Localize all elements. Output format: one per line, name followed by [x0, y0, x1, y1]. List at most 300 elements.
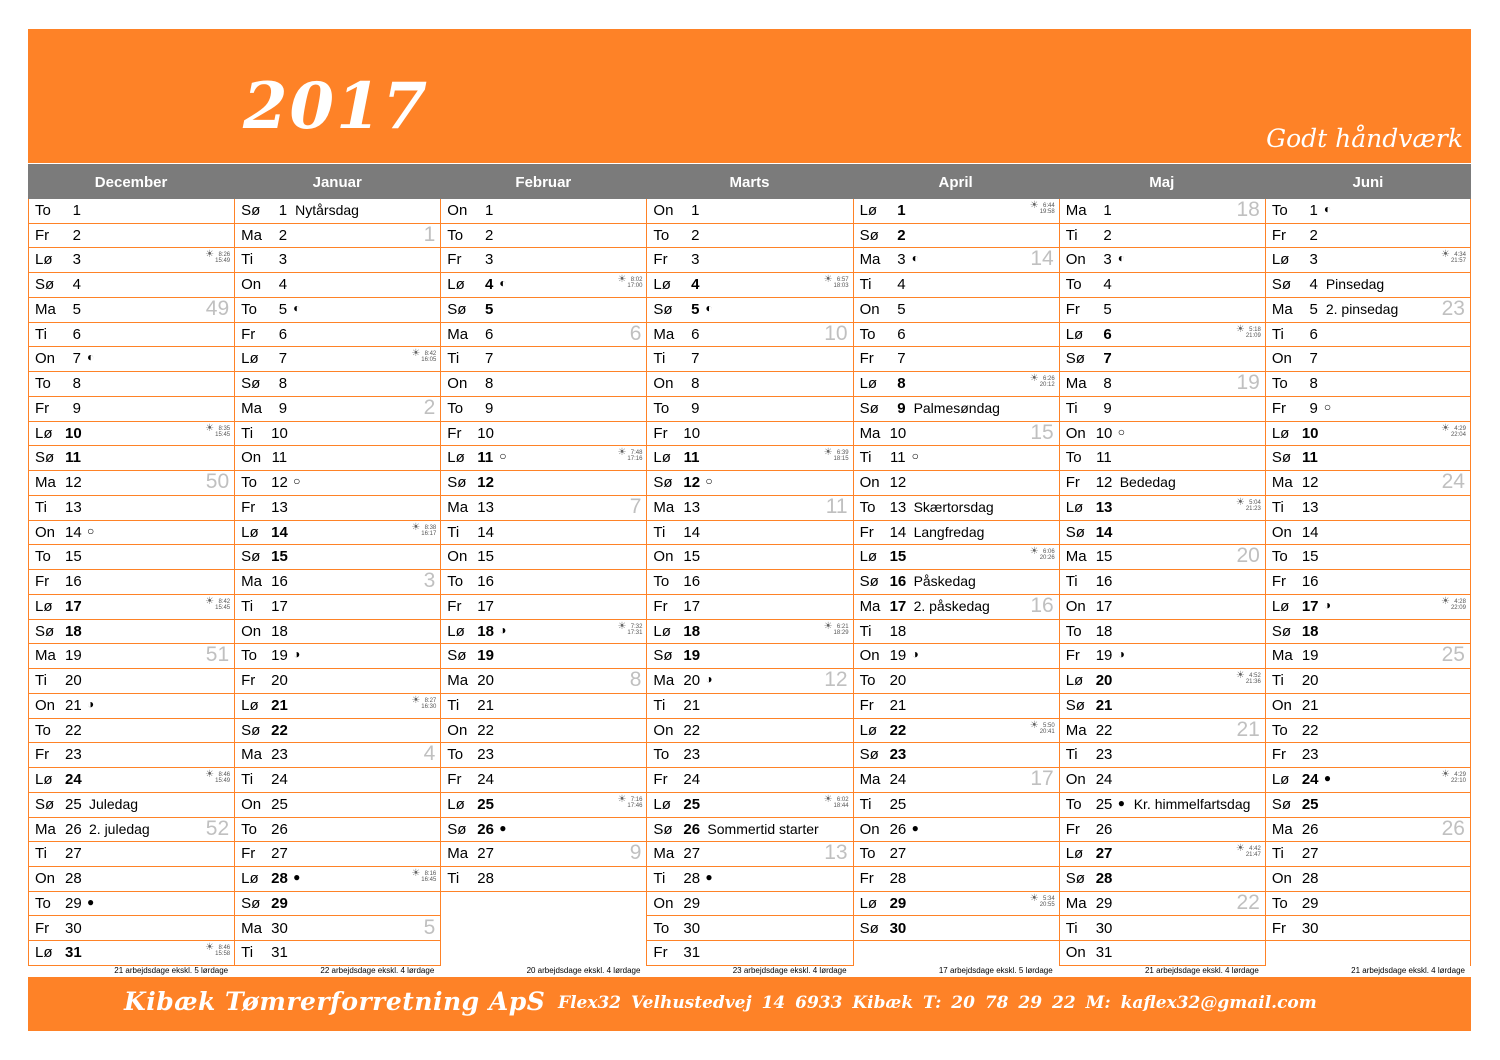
- sunrise-time: 8:42: [218, 598, 231, 605]
- weekday-label: Fr: [1271, 573, 1287, 591]
- day-row: [1266, 620, 1470, 645]
- weekday-label: Sø: [241, 548, 261, 566]
- day-number: 24: [1301, 771, 1319, 789]
- moon-phase-icon: ◑: [1323, 597, 1332, 612]
- weekday-label: To: [35, 202, 51, 219]
- sun-icon: ☀: [205, 595, 215, 607]
- day-row: [441, 471, 646, 496]
- week-number: 52: [205, 816, 230, 840]
- weekday-label: On: [859, 474, 880, 492]
- day-number: 22: [477, 721, 494, 739]
- day-number: 2: [484, 226, 494, 244]
- day-number: 16: [889, 573, 907, 591]
- day-row: [441, 273, 646, 298]
- moon-phase-icon: ○: [1323, 399, 1332, 414]
- workdays-summary: 21 arbejdsdage ekskl. 4 lørdage: [1144, 966, 1259, 975]
- day-number: 11: [271, 449, 288, 467]
- sunset-time: 21:36: [1245, 679, 1261, 686]
- sun-icon: ☀: [205, 249, 215, 261]
- sun-times: [411, 868, 437, 884]
- moon-phase-icon: ●: [1117, 795, 1125, 810]
- weekday-label: Fr: [1271, 226, 1287, 244]
- day-row: [647, 793, 852, 818]
- weekday-label: Ma: [653, 498, 675, 516]
- weekday-label: Sø: [241, 375, 261, 393]
- holiday-label: Pinsedag: [1325, 276, 1385, 293]
- day-number: 3: [691, 251, 700, 269]
- day-row: [1060, 248, 1265, 273]
- day-number: 21: [1095, 696, 1113, 714]
- day-row: [854, 273, 1059, 298]
- day-row: [854, 793, 1059, 818]
- day-number: 18: [477, 622, 494, 640]
- day-row: [235, 867, 440, 892]
- holiday-label: Palmesøndag: [913, 399, 1000, 416]
- weekday-label: Fr: [1271, 399, 1287, 417]
- workdays-summary: 22 arbejdsdage ekskl. 4 lørdage: [320, 966, 435, 975]
- weekday-label: Sø: [35, 449, 55, 467]
- weekday-label: Lø: [1271, 771, 1290, 789]
- weekday-label: Sø: [653, 300, 673, 318]
- weekday-label: On: [447, 548, 468, 566]
- day-row: [29, 842, 234, 867]
- weekday-label: On: [859, 647, 880, 665]
- weekday-label: Lø: [1065, 498, 1084, 516]
- day-row: [1060, 422, 1265, 447]
- sun-times: [1029, 719, 1055, 735]
- day-number: 31: [683, 944, 701, 962]
- day-number: 13: [683, 498, 701, 516]
- weekday-label: To: [1271, 548, 1288, 566]
- sun-times: [1235, 670, 1261, 686]
- moon-phase-icon: ○: [499, 449, 507, 464]
- weekday-label: Sø: [35, 622, 55, 640]
- weekday-label: Lø: [241, 350, 259, 368]
- day-number: 16: [477, 573, 494, 591]
- sun-icon: ☀: [411, 348, 421, 360]
- month-column: [234, 199, 440, 966]
- day-number: 19: [1095, 647, 1113, 665]
- month-column: [28, 199, 234, 966]
- moon-phase-icon: ◑: [293, 647, 301, 662]
- weekday-label: Lø: [859, 375, 878, 393]
- weekday-label: Sø: [859, 399, 879, 417]
- day-number: 26: [889, 820, 907, 838]
- weekday-label: Ti: [1065, 919, 1078, 937]
- sunrise-time: 6:02: [836, 796, 849, 803]
- day-row: [441, 842, 646, 867]
- week-number: 5: [423, 915, 436, 939]
- day-row: [647, 694, 852, 719]
- weekday-label: Sø: [1271, 795, 1292, 813]
- week-number: 2: [423, 395, 436, 419]
- day-number: 27: [271, 845, 288, 863]
- sunset-time: 18:29: [833, 629, 849, 636]
- weekday-label: Ma: [35, 820, 56, 838]
- weekday-label: Lø: [35, 771, 53, 789]
- day-number: 8: [897, 375, 906, 393]
- sunrise-time: 7:16: [630, 796, 643, 803]
- day-number: 14: [889, 523, 907, 541]
- weekday-label: Sø: [653, 474, 673, 492]
- day-row: [1060, 372, 1265, 397]
- day-number: 11: [683, 449, 700, 467]
- weekday-label: Ma: [653, 672, 675, 690]
- day-number: 28: [271, 870, 288, 888]
- day-row: [1266, 595, 1470, 620]
- sun-times: [1441, 595, 1466, 611]
- weekday-label: Lø: [1065, 672, 1084, 690]
- holiday-label: 2. påskedag: [913, 597, 990, 614]
- day-number: 22: [65, 721, 82, 739]
- week-number: 3: [423, 569, 436, 593]
- day-number: 3: [484, 251, 494, 269]
- day-number: 26: [1301, 820, 1319, 838]
- holiday-label: Skærtorsdag: [913, 498, 994, 515]
- weekday-label: Lø: [447, 622, 465, 640]
- day-row: [1266, 471, 1470, 496]
- sunset-time: 16:05: [421, 357, 437, 364]
- day-number: 6: [1103, 325, 1112, 343]
- day-number: 16: [271, 573, 288, 591]
- day-row: [1060, 620, 1265, 645]
- weekday-label: Sø: [859, 919, 879, 937]
- sunrise-time: 5:34: [1043, 895, 1055, 902]
- day-number: 29: [683, 894, 701, 912]
- month-column: [646, 199, 852, 966]
- weekday-label: Sø: [1065, 696, 1085, 714]
- weekday-label: On: [653, 894, 674, 912]
- sunrise-time: 8:35: [218, 425, 231, 432]
- day-row: [647, 224, 852, 249]
- day-number: 28: [683, 870, 701, 888]
- sun-icon: ☀: [1029, 546, 1039, 558]
- moon-phase-icon: ○: [293, 474, 301, 489]
- day-row: [854, 323, 1059, 348]
- weekday-label: On: [653, 548, 674, 566]
- day-row: [1060, 793, 1265, 818]
- day-row: [854, 248, 1059, 273]
- day-number: 15: [1095, 548, 1113, 566]
- day-row: [29, 892, 234, 917]
- weekday-label: On: [653, 202, 674, 219]
- weekday-label: Fr: [35, 573, 50, 591]
- day-number: 30: [65, 919, 82, 937]
- sun-icon: ☀: [823, 274, 833, 286]
- weekday-label: Lø: [35, 251, 53, 269]
- weekday-label: Fr: [35, 226, 50, 244]
- day-number: 4: [484, 276, 494, 294]
- day-number: 17: [65, 597, 82, 615]
- day-number: 23: [683, 746, 701, 764]
- day-number: 9: [72, 399, 81, 417]
- weekday-label: Fr: [241, 325, 256, 343]
- moon-phase-icon: ◑: [499, 622, 507, 637]
- sunrise-time: 5:18: [1249, 326, 1261, 333]
- moon-phase-icon: ◐: [499, 276, 507, 291]
- day-row: [441, 224, 646, 249]
- day-row: [647, 273, 852, 298]
- weekday-label: Ma: [241, 746, 262, 764]
- weekday-label: Ti: [241, 597, 254, 615]
- day-row: [235, 248, 440, 273]
- weekday-label: Fr: [1065, 300, 1080, 318]
- day-number: 22: [889, 721, 907, 739]
- weekday-label: Ti: [35, 325, 47, 343]
- weekday-label: Ma: [447, 672, 469, 690]
- month-column: [440, 199, 646, 966]
- weekday-label: Ti: [447, 350, 460, 368]
- day-row: [441, 743, 646, 768]
- day-row: [1266, 694, 1470, 719]
- weekday-label: To: [653, 226, 670, 244]
- sunset-time: 15:45: [215, 431, 231, 438]
- weekday-label: On: [241, 449, 262, 467]
- weekday-label: On: [1271, 350, 1292, 368]
- sunset-time: 20:41: [1039, 728, 1055, 735]
- moon-phase-icon: ●: [911, 820, 919, 835]
- sun-times: [1441, 422, 1466, 438]
- sun-icon: ☀: [1441, 422, 1450, 434]
- sun-times: [823, 620, 849, 636]
- day-number: 13: [1301, 498, 1319, 516]
- weekday-label: Fr: [241, 845, 256, 863]
- weekday-label: Fr: [653, 944, 668, 962]
- day-number: 29: [1301, 894, 1319, 912]
- day-row: [235, 768, 440, 793]
- weekday-label: Fr: [859, 350, 874, 368]
- sunrise-time: 8:38: [424, 524, 437, 531]
- day-number: 25: [477, 795, 494, 813]
- day-row: [29, 620, 234, 645]
- day-row: [441, 867, 646, 892]
- sun-times: [1441, 249, 1466, 265]
- weekday-label: Sø: [859, 226, 879, 244]
- weekday-label: Ma: [447, 845, 469, 863]
- sun-times: [1235, 323, 1261, 339]
- day-row: [854, 199, 1059, 224]
- day-row: [647, 669, 852, 694]
- week-number: 10: [824, 321, 848, 345]
- sun-icon: ☀: [1441, 769, 1450, 781]
- weekday-label: On: [1065, 771, 1086, 789]
- day-number: 15: [683, 548, 701, 566]
- weekday-label: Ma: [859, 424, 881, 442]
- day-number: 23: [1301, 746, 1319, 764]
- weekday-label: Lø: [1271, 424, 1290, 442]
- day-number: 20: [1301, 672, 1319, 690]
- weekday-label: Ma: [1271, 300, 1293, 318]
- day-number: 8: [484, 375, 494, 393]
- sunset-time: 15:49: [215, 258, 231, 265]
- week-number: 14: [1030, 247, 1054, 271]
- day-number: 24: [65, 771, 82, 789]
- day-number: 9: [484, 399, 494, 417]
- day-number: 21: [889, 696, 907, 714]
- sun-icon: ☀: [1029, 892, 1039, 904]
- sunset-time: 15:58: [215, 951, 231, 958]
- footer-banner: [28, 977, 1471, 1031]
- week-number: 25: [1441, 643, 1465, 667]
- week-number: 50: [205, 470, 230, 494]
- day-number: 23: [889, 746, 907, 764]
- day-row: [1060, 323, 1265, 348]
- weekday-label: Lø: [35, 597, 53, 615]
- day-number: 28: [1095, 870, 1113, 888]
- sunrise-time: 8:46: [218, 945, 231, 952]
- day-number: 10: [1095, 424, 1113, 442]
- day-number: 20: [683, 672, 701, 690]
- weekday-label: To: [1065, 622, 1082, 640]
- day-number: 1: [897, 202, 906, 219]
- day-row: [854, 694, 1059, 719]
- day-number: 30: [1095, 919, 1113, 937]
- day-row: [1266, 669, 1470, 694]
- day-row: [235, 570, 440, 595]
- day-number: 7: [484, 350, 494, 368]
- weekday-label: Fr: [1065, 474, 1080, 492]
- day-number: 31: [271, 944, 288, 962]
- sunrise-time: 4:52: [1249, 673, 1261, 680]
- day-number: 27: [1301, 845, 1319, 863]
- day-number: 28: [65, 870, 82, 888]
- day-number: 15: [1301, 548, 1319, 566]
- moon-phase-icon: ◐: [87, 350, 95, 365]
- sun-times: [1029, 373, 1055, 389]
- sun-times: [205, 769, 231, 785]
- sunset-time: 20:55: [1039, 901, 1055, 908]
- day-row: [647, 941, 852, 966]
- day-row: [854, 397, 1059, 422]
- day-number: 4: [278, 276, 288, 294]
- day-row: [1266, 892, 1470, 917]
- weekday-label: Ma: [35, 300, 56, 318]
- day-row: [235, 793, 440, 818]
- weekday-label: On: [241, 622, 262, 640]
- sunrise-time: 6:21: [836, 623, 849, 630]
- weekday-label: Ma: [241, 226, 262, 244]
- weekday-label: Ma: [447, 498, 469, 516]
- weekday-label: To: [1271, 202, 1288, 219]
- weekday-label: On: [1065, 944, 1086, 962]
- sun-icon: ☀: [1029, 373, 1039, 385]
- day-row: [235, 224, 440, 249]
- weekday-label: Fr: [653, 251, 668, 269]
- sun-times: [823, 274, 849, 290]
- day-number: 29: [65, 894, 82, 912]
- day-row: [441, 397, 646, 422]
- day-number: 5: [484, 300, 494, 318]
- day-row: [1266, 743, 1470, 768]
- day-number: 20: [889, 672, 907, 690]
- day-row: [29, 372, 234, 397]
- day-number: 23: [65, 746, 82, 764]
- day-row: [1060, 644, 1265, 669]
- day-row: [29, 496, 234, 521]
- day-row: [1266, 521, 1470, 546]
- weekday-label: Sø: [859, 746, 879, 764]
- sun-times: [1029, 546, 1055, 562]
- weekday-label: Sø: [1065, 870, 1085, 888]
- day-number: 1: [278, 202, 288, 219]
- day-row: [1266, 917, 1470, 942]
- day-number: 10: [271, 424, 288, 442]
- sun-icon: ☀: [617, 447, 627, 459]
- sun-times: [411, 694, 437, 710]
- day-row: [647, 323, 852, 348]
- day-row: [1266, 248, 1470, 273]
- weekday-label: To: [1065, 449, 1082, 467]
- day-number: 5: [1309, 300, 1318, 318]
- weekday-label: Ma: [859, 251, 881, 269]
- day-number: 21: [477, 696, 494, 714]
- day-number: 6: [484, 325, 494, 343]
- weekday-label: To: [35, 548, 51, 566]
- workdays-summary: 23 arbejdsdage ekskl. 4 lørdage: [732, 966, 847, 975]
- day-number: 24: [889, 771, 907, 789]
- weekday-label: Lø: [1065, 845, 1084, 863]
- day-number: 19: [271, 647, 288, 665]
- day-number: 7: [1309, 350, 1318, 368]
- sunrise-time: 8:27: [424, 697, 437, 704]
- weekday-label: Lø: [35, 944, 53, 962]
- day-row: [854, 496, 1059, 521]
- weekday-label: Ti: [447, 870, 460, 888]
- day-number: 19: [889, 647, 907, 665]
- day-number: 19: [65, 647, 82, 665]
- weekday-label: To: [653, 919, 670, 937]
- sunrise-time: 6:26: [1043, 376, 1055, 383]
- day-number: 30: [1301, 919, 1319, 937]
- company-contact: Flex32 Velhustedvej 14 6933 Kibæk T: 20 78 29 22 M: kaflex32@gmail.com: [558, 993, 1317, 1013]
- day-row: [29, 446, 234, 471]
- day-row: [854, 545, 1059, 570]
- sunrise-time: 6:39: [836, 450, 849, 457]
- company-name: Kibæk Tømrerforretning ApS: [124, 987, 546, 1016]
- day-row: [1060, 224, 1265, 249]
- weekday-label: Ma: [859, 771, 881, 789]
- day-row: [29, 595, 234, 620]
- day-row: [29, 644, 234, 669]
- sun-times: [205, 595, 231, 611]
- month-column: [853, 199, 1059, 966]
- day-row: [29, 768, 234, 793]
- day-number: 17: [1301, 597, 1319, 615]
- day-number: 2: [1309, 226, 1318, 244]
- day-row: [235, 323, 440, 348]
- day-row: [235, 372, 440, 397]
- day-number: 24: [477, 771, 494, 789]
- day-row: [647, 471, 852, 496]
- day-number: 25: [271, 795, 288, 813]
- weekday-label: To: [241, 300, 257, 318]
- weekday-label: Sø: [447, 474, 467, 492]
- weekday-label: Sø: [1271, 622, 1292, 640]
- sunrise-time: 4:42: [1249, 846, 1261, 853]
- day-row: [1266, 323, 1470, 348]
- day-number: 7: [897, 350, 906, 368]
- moon-phase-icon: ●: [1323, 771, 1332, 786]
- moon-phase-icon: ◐: [705, 300, 713, 315]
- day-row: [1060, 521, 1265, 546]
- day-number: 18: [683, 622, 701, 640]
- day-number: 25: [889, 795, 907, 813]
- sunrise-time: 4:34: [1454, 252, 1466, 259]
- day-number: 14: [1095, 523, 1113, 541]
- day-number: 17: [889, 597, 907, 615]
- day-row: [441, 768, 646, 793]
- sunset-time: 22:10: [1450, 778, 1466, 785]
